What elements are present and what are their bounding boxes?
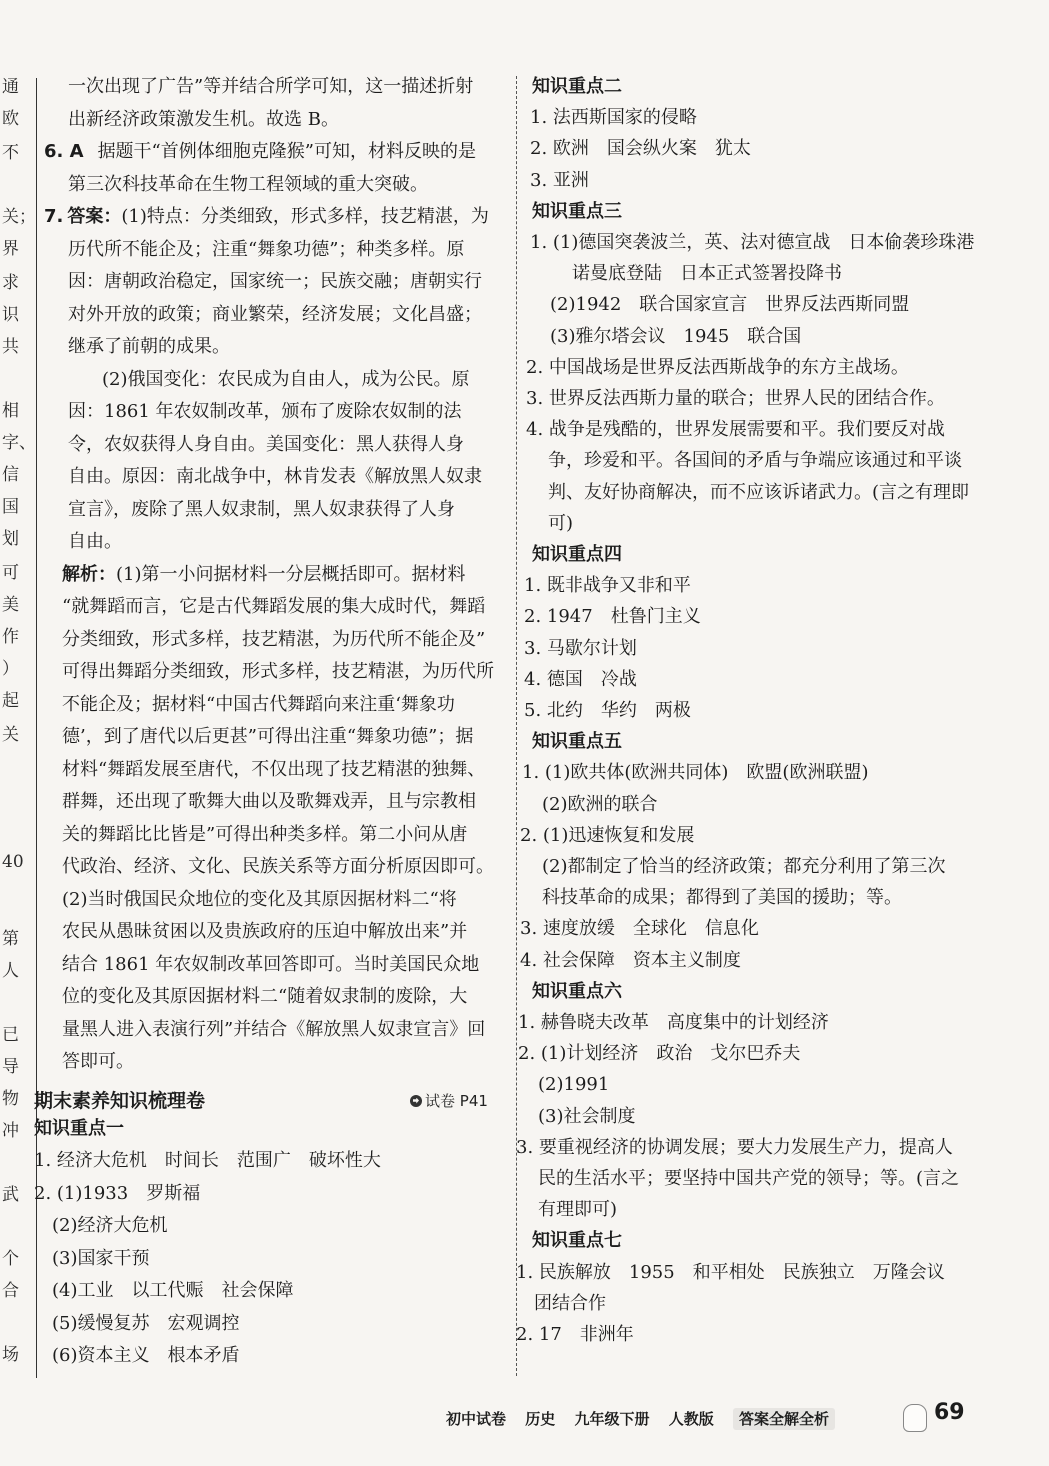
analysis-text: (1)第一小问据材料一分层概括即可。据材料 <box>116 563 466 585</box>
knowledge-item: 2. 欧洲 国会纵火案 犹太 <box>530 138 751 160</box>
knowledge-item: 1. 赫鲁晓夫改革 高度集中的计划经济 <box>518 1012 829 1033</box>
arrow-icon <box>410 1095 422 1107</box>
footer-item: 初中试卷 <box>446 1410 507 1428</box>
edge-char: 共 <box>2 337 19 357</box>
section-ref-text: 试卷 P41 <box>425 1091 488 1110</box>
edge-char: 求 <box>2 273 19 293</box>
edge-char: 已 <box>2 1025 19 1045</box>
edge-char: 40 <box>2 852 24 872</box>
knowledge-item: 3. 世界反法西斯力量的联合；世界人民的团结合作。 <box>526 388 945 409</box>
knowledge-item: 2. (1)迅速恢复和发展 <box>520 824 695 846</box>
answer-text: (1)特点：分类细致，形式多样，技艺精湛，为 <box>121 206 489 227</box>
knowledge-item: 诺曼底登陆 日本正式签署投降书 <box>572 263 842 285</box>
edge-char: 划 <box>2 529 19 549</box>
knowledge-item: 2. 17 非洲年 <box>516 1324 634 1345</box>
knowledge-item: 2. 1947 杜鲁门主义 <box>524 606 701 628</box>
knowledge-item: (3)国家干预 <box>52 1247 150 1269</box>
analysis-line: 农民从愚昧贫困以及贵族政府的压迫中解放出来”并 <box>62 921 468 942</box>
analysis-line: (2)当时俄国民众地位的变化及其原因据材料二“将 <box>62 888 457 910</box>
knowledge-heading: 知识重点一 <box>34 1117 124 1139</box>
knowledge-item: (3)社会制度 <box>538 1105 636 1127</box>
analysis-line: 材料“舞蹈发展至唐代，不仅出现了技艺精湛的独舞、 <box>62 758 486 780</box>
knowledge-heading: 知识重点五 <box>532 731 622 753</box>
edge-char: 冲 <box>2 1121 19 1141</box>
knowledge-item: (2)都制定了恰当的经济政策；都充分利用了第三次 <box>542 856 946 877</box>
knowledge-item: 3. 马歇尔计划 <box>524 637 637 659</box>
footer-item: 人教版 <box>668 1410 714 1428</box>
footer-item: 九年级下册 <box>574 1410 650 1428</box>
question-7-line <box>44 202 489 232</box>
knowledge-item: 有理即可) <box>538 1199 618 1221</box>
edge-char: 国 <box>2 497 19 517</box>
knowledge-heading: 知识重点四 <box>532 544 622 565</box>
edge-char: 导 <box>2 1057 19 1077</box>
knowledge-item: (2)1942 联合国家宣言 世界反法西斯同盟 <box>550 294 910 316</box>
knowledge-item: 3. 要重视经济的协调发展；要大力发展生产力，提高人 <box>516 1136 953 1158</box>
edge-char: 场 <box>2 1345 19 1365</box>
edge-char: 关； <box>2 207 36 227</box>
knowledge-item: 1. 既非战争又非和平 <box>524 575 691 597</box>
analysis-line: 不能企及；据材料“中国古代舞蹈向来注重‘舞象功 <box>62 693 455 715</box>
question-number: 7. <box>44 206 64 227</box>
knowledge-item: 1. 民族解放 1955 和平相处 民族独立 万隆会议 <box>516 1261 945 1283</box>
edge-char: ） <box>2 659 19 679</box>
edge-char: 识 <box>2 305 19 325</box>
edge-char: 字、 <box>2 433 36 453</box>
knowledge-heading: 知识重点三 <box>532 200 622 222</box>
edge-char: 起 <box>2 691 19 711</box>
knowledge-item: 4. 德国 冷战 <box>524 668 637 690</box>
knowledge-item: (2)欧洲的联合 <box>542 793 658 815</box>
analysis-line: 代政治、经济、文化、民族关系等方面分析原因即可。 <box>62 856 494 877</box>
edge-char: 通 <box>2 77 19 97</box>
knowledge-item: 民的生活水平；要坚持中国共产党的领导；等。(言之 <box>538 1168 960 1189</box>
mascot-icon <box>903 1404 927 1432</box>
edge-char: 不 <box>2 143 19 163</box>
knowledge-item: (5)缓慢复苏 宏观调控 <box>52 1312 240 1334</box>
edge-char: 作 <box>2 627 19 647</box>
knowledge-item: 1. 法西斯国家的侵略 <box>530 107 697 129</box>
edge-char: 个 <box>2 1249 19 1269</box>
knowledge-item: 判、友好协商解决，而不应该诉诸武力。(言之有理即 <box>548 481 970 503</box>
edge-char: 欧 <box>2 109 19 129</box>
section-ref <box>410 1086 488 1116</box>
answer-label: 答案： <box>67 206 122 227</box>
edge-char: 关 <box>2 725 19 745</box>
edge-char: 界 <box>2 239 19 259</box>
analysis-line: 德’，到了唐代以后更甚”可得出注重“舞象功德”；据 <box>62 726 474 747</box>
analysis-line: 可得出舞蹈分类细致，形式多样，技艺精湛，为历代所 <box>62 661 494 682</box>
knowledge-item: 科技革命的成果；都得到了美国的援助；等。 <box>542 887 902 909</box>
analysis-line: 结合 1861 年农奴制改革回答即可。当时美国民众地 <box>62 953 480 975</box>
knowledge-item: 2. (1)计划经济 政治 戈尔巴乔夫 <box>518 1043 801 1065</box>
edge-char: 第 <box>2 929 19 949</box>
section-title: 期末素养知识梳理卷 <box>34 1089 206 1112</box>
text-line: 一次出现了广告”等并结合所学可知，这一描述折射 <box>68 76 474 97</box>
analysis-line: “就舞蹈而言，它是古代舞蹈发展的集大成时代，舞蹈 <box>62 596 486 617</box>
edge-char: 可 <box>2 563 19 583</box>
knowledge-item: 3. 亚洲 <box>530 169 589 191</box>
answer-line: 因：唐朝政治稳定，国家统一；民族交融；唐朝实行 <box>68 271 482 292</box>
answer-line: 对外开放的政策；商业繁荣，经济发展；文化昌盛； <box>68 303 482 325</box>
analysis-line: 量黑人进入表演行列”并结合《解放黑人奴隶宣言》回 <box>62 1018 486 1040</box>
knowledge-item: 5. 北约 华约 两极 <box>524 700 691 721</box>
answer-line: 令，农奴获得人身自由。美国变化：黑人获得人身 <box>68 433 464 455</box>
edge-char: 相 <box>2 401 19 421</box>
knowledge-heading: 知识重点六 <box>532 980 622 1002</box>
answer-line: (2)俄国变化：农民成为自由人，成为公民。原 <box>102 368 470 390</box>
column-divider <box>516 76 517 1376</box>
knowledge-item: 2. (1)1933 罗斯福 <box>34 1182 201 1204</box>
edge-char: 信 <box>2 465 19 485</box>
edge-char: 合 <box>2 1281 19 1301</box>
question-number: 6. A <box>44 141 84 162</box>
answer-line: 自由。 <box>68 531 122 552</box>
answer-line: 自由。原因：南北战争中，林肯发表《解放黑人奴隶 <box>68 466 482 487</box>
knowledge-item: 4. 社会保障 资本主义制度 <box>520 949 741 971</box>
answer-line: 历代所不能企及；注重“舞象功德”；种类多样。原 <box>68 238 465 260</box>
analysis-label: 解析： <box>62 563 116 585</box>
edge-char: 人 <box>2 961 19 981</box>
analysis-line: 关的舞蹈比比皆是”可得出种类多样。第二小问从唐 <box>62 823 468 845</box>
knowledge-item: 3. 速度放缓 全球化 信息化 <box>520 918 759 940</box>
analysis-line <box>62 560 466 590</box>
question-text: 据题干“首例体细胞克隆猴”可知，材料反映的是 <box>97 141 476 162</box>
knowledge-item: 1. (1)欧共体(欧洲共同体) 欧盟(欧洲联盟) <box>522 762 869 784</box>
knowledge-item: 2. 中国战场是世界反法西斯战争的东方主战场。 <box>526 356 909 378</box>
page-footer <box>446 1404 849 1434</box>
text-line: 第三次科技革命在生物工程领域的重大突破。 <box>68 173 428 195</box>
edge-char: 物 <box>2 1089 19 1109</box>
footer-item: 历史 <box>525 1410 556 1428</box>
knowledge-item: (3)雅尔塔会议 1945 联合国 <box>550 325 802 347</box>
analysis-line: 位的变化及其原因据材料二“随着奴隶制的废除，大 <box>62 986 468 1007</box>
knowledge-item: 团结合作 <box>534 1292 606 1314</box>
knowledge-item: (2)经济大危机 <box>52 1215 168 1236</box>
knowledge-heading: 知识重点二 <box>532 76 622 97</box>
knowledge-item: 争，珍爱和平。各国间的矛盾与争端应该通过和平谈 <box>548 450 962 472</box>
question-6-line <box>44 137 476 167</box>
knowledge-item: 1. 经济大危机 时间长 范围广 破坏性大 <box>34 1150 381 1171</box>
knowledge-item: (4)工业 以工代赈 社会保障 <box>52 1280 294 1301</box>
knowledge-item: 4. 战争是残酷的，世界发展需要和平。我们要反对战 <box>526 419 945 441</box>
answer-line: 继承了前朝的成果。 <box>68 336 230 357</box>
edge-char: 武 <box>2 1185 19 1205</box>
edge-char: 美 <box>2 595 19 615</box>
text-line: 出新经济政策激发生机。故选 B。 <box>68 108 339 130</box>
footer-highlight: 答案全解全析 <box>733 1408 835 1430</box>
knowledge-item: (2)1991 <box>538 1074 610 1096</box>
analysis-line: 分类细致，形式多样，技艺精湛，为历代所不能企及” <box>62 628 486 650</box>
knowledge-item: 可) <box>548 512 574 534</box>
knowledge-heading: 知识重点七 <box>532 1230 622 1252</box>
analysis-line: 群舞，还出现了歌舞大曲以及歌舞戏弄，且与宗教相 <box>62 791 476 812</box>
knowledge-item: 1. (1)德国突袭波兰，英、法对德宣战 日本偷袭珍珠港 <box>530 232 975 253</box>
page-number: 69 <box>934 1400 965 1425</box>
knowledge-item: (6)资本主义 根本矛盾 <box>52 1345 240 1366</box>
answer-line: 宣言》，废除了黑人奴隶制，黑人奴隶获得了人身 <box>68 498 455 520</box>
answer-line: 因：1861 年农奴制改革，颁布了废除农奴制的法 <box>68 401 462 422</box>
analysis-line: 答即可。 <box>62 1051 134 1072</box>
